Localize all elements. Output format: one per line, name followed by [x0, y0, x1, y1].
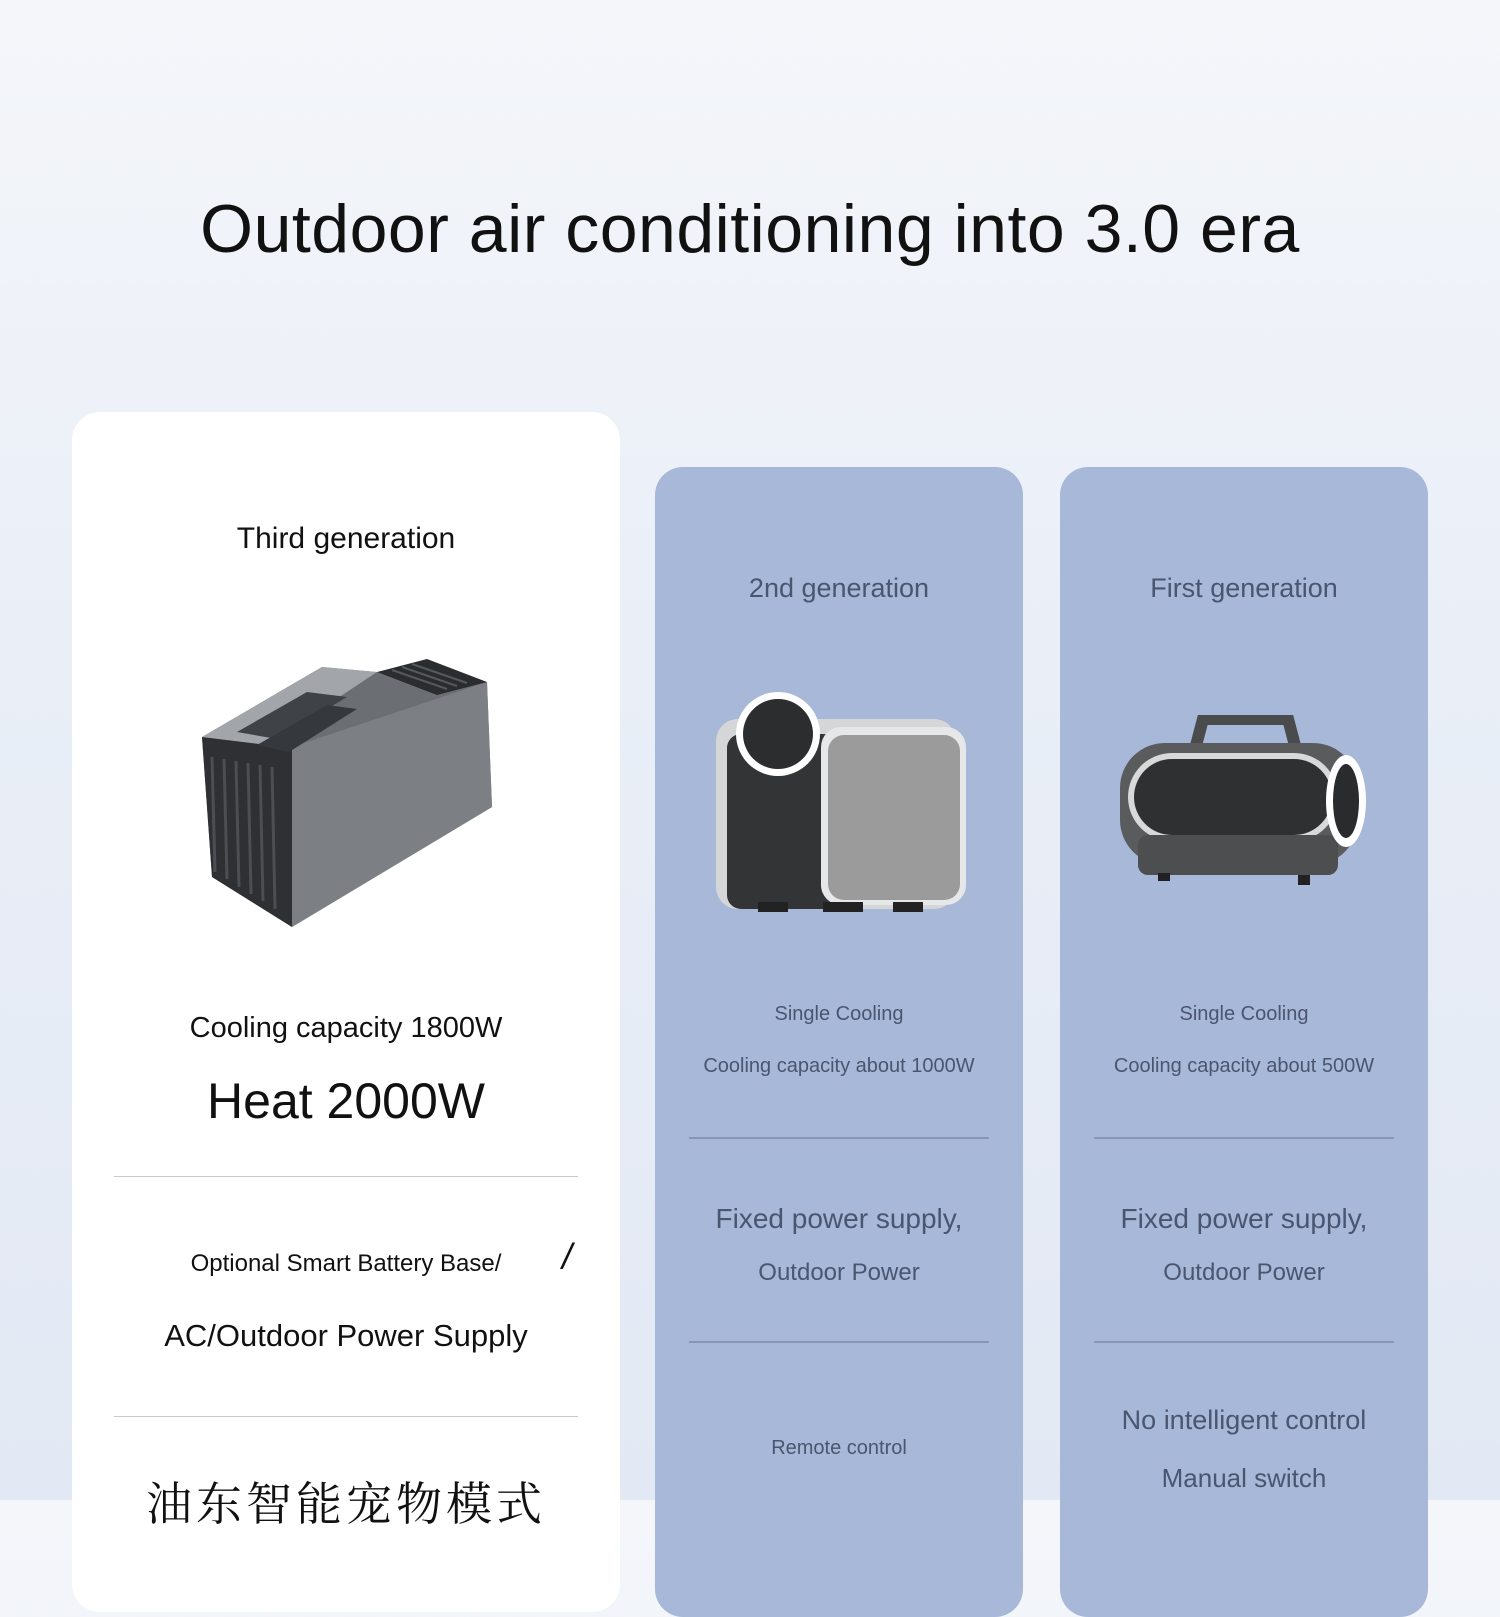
divider — [1094, 1341, 1394, 1343]
power-supply-line1: Fixed power supply, — [715, 1203, 963, 1234]
card-second-generation — [655, 467, 1023, 1617]
divider — [689, 1341, 989, 1343]
divider — [114, 1176, 578, 1177]
smart-mode-label: 油东智能宠物模式 — [146, 1478, 546, 1530]
cooling-capacity: Cooling capacity about 1000W — [703, 1055, 975, 1077]
power-supply-line1: Fixed power supply, — [1120, 1203, 1368, 1234]
cooling-capacity: Cooling capacity about 500W — [1113, 1055, 1375, 1077]
slash-mark: / — [562, 1236, 573, 1277]
card-title: 2nd generation — [748, 573, 930, 603]
second-gen-ac-product-image — [713, 689, 968, 914]
divider — [1094, 1137, 1394, 1139]
power-supply: AC/Outdoor Power Supply — [164, 1318, 528, 1353]
control-type-line1: No intelligent control — [1121, 1405, 1367, 1435]
card-title: First generation — [1150, 573, 1338, 603]
cooling-mode: Single Cooling — [774, 1003, 904, 1025]
cooling-capacity: Cooling capacity 1800W — [189, 1012, 503, 1044]
first-gen-ac-product-image — [1118, 715, 1373, 890]
heat-capacity: Heat 2000W — [207, 1073, 485, 1129]
power-supply-line2: Outdoor Power — [758, 1259, 920, 1286]
card-first-generation — [1060, 467, 1428, 1617]
optional-battery-base: Optional Smart Battery Base/ — [190, 1250, 502, 1277]
page-title: Outdoor air conditioning into 3.0 era — [200, 191, 1300, 267]
card-title: Third generation — [236, 522, 456, 555]
third-gen-ac-product-image — [197, 637, 497, 927]
power-supply-line2: Outdoor Power — [1163, 1259, 1325, 1286]
cooling-mode: Single Cooling — [1179, 1003, 1309, 1025]
divider — [689, 1137, 989, 1139]
card-third-generation — [72, 412, 620, 1612]
divider — [114, 1416, 578, 1417]
control-type-line2: Manual switch — [1161, 1463, 1327, 1493]
control-type: Remote control — [771, 1437, 907, 1459]
